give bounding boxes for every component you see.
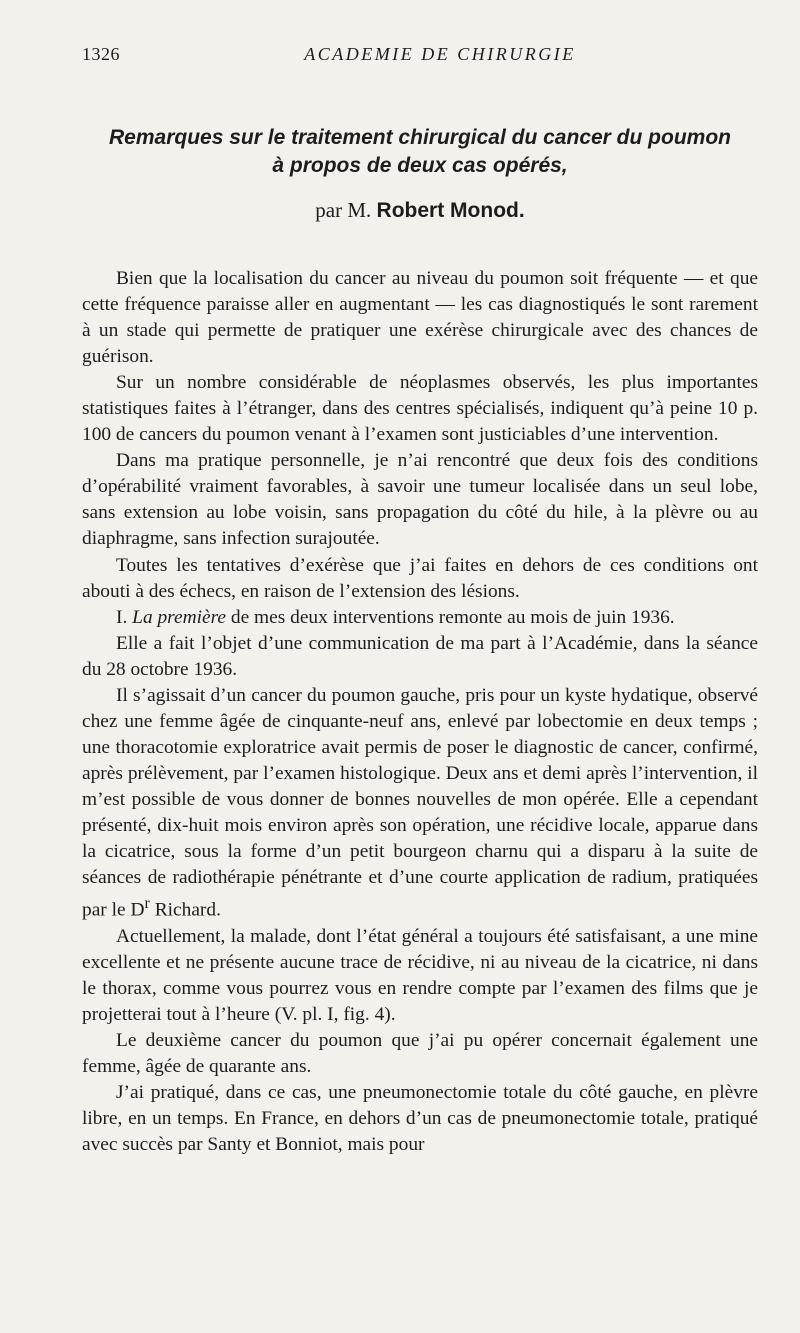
running-head — [82, 44, 758, 70]
article-title — [82, 124, 758, 180]
section-italic-phrase: La première — [132, 606, 227, 628]
paragraph-9: Le deuxième cancer du poumon que j’ai pu opérer concernait également une femme, âgée de quarante ans. — [82, 1029, 758, 1077]
paragraph-8: Actuellement, la malade, dont l’état général a toujours été satisfaisant, a une mine excellente et ne présente aucune trace de récidive, ni au niveau de la cicatrice, ni dans le thorax, comme vous pourrez vous en rendre compte par l’examen des films que je projetterai tout à l’heure (V. pl. I, fig. 4). — [82, 925, 758, 1025]
page-number: 1326 — [82, 44, 120, 64]
article-title-line-1: Remarques sur le traitement chirurgical du cancer du poumon — [109, 126, 731, 149]
paragraph-5 — [82, 605, 758, 631]
paragraph-5-text: de mes deux interventions remonte au mois de juin 1936. — [226, 606, 675, 628]
article-body — [82, 266, 758, 1158]
paragraph-4: Toutes les tentatives d’exérèse que j’ai faites en dehors de ces conditions ont abouti à des échecs, en raison de l’extension des lésions. — [82, 554, 758, 602]
paragraph-7 — [82, 683, 758, 924]
journal-title: ACADEMIE DE CHIRURGIE — [304, 44, 576, 64]
paragraph-6: Elle a fait l’objet d’une communication de ma part à l’Académie, dans la séance du 28 octobre 1936. — [82, 632, 758, 680]
doctor-abbrev-superscript: r — [144, 895, 150, 913]
article-title-line-2: à propos de deux cas opérés, — [272, 154, 568, 177]
paragraph-2: Sur un nombre considérable de néoplasmes observés, les plus importantes statistiques faites à l’étranger, dans des centres spécialisés, indiquent qu’à peine 10 p. 100 de cancers du poumon venant à l’examen sont justiciables d’une intervention. — [82, 372, 758, 446]
author-name: Robert Monod. — [376, 199, 525, 222]
byline — [82, 198, 758, 223]
paragraph-3: Dans ma pratique personnelle, je n’ai rencontré que deux fois des conditions d’opérabilité vraiment favorables, à savoir une tumeur localisée dans un seul lobe, sans extension au lobe voisin, sans propagation du côté du hile, à la plèvre ou au diaphragme, sans infection surajoutée. — [82, 450, 758, 550]
paragraph-10: J’ai pratiqué, dans ce cas, une pneumonectomie totale du côté gauche, en plèvre libre, en un temps. En France, en dehors d’un cas de pneumonectomie totale, pratiqué avec succès par Santy et Bonniot, mais pour — [82, 1081, 758, 1156]
section-number: I. — [116, 606, 133, 628]
byline-prefix: par M. — [315, 198, 377, 222]
paragraph-7-end: Richard. — [149, 899, 221, 921]
paragraph-7-text: Il s’agissait d’un cancer du poumon gauche, pris pour un kyste hydatique, observé chez une femme âgée de cinquante-neuf ans, enlevé par lobectomie en deux temps ; une thoracotomie exploratrice avait permis de poser le diagnostic de cancer, confirmé, après prélèvement, par l’examen histologique. Deux ans et demi après l’intervention, il m’est possible de vous donner de bonnes nouvelles de mon opérée. Elle a cependant présenté, dix-huit mois environ après son opération, une récidive locale, apparue dans la cicatrice, sous la forme d’un petit bourgeon charnu qui a disparu à la suite de séances de radiothérapie pénétrante et d’une courte application de radium, pratiquées par le D — [82, 684, 758, 921]
paragraph-1: Bien que la localisation du cancer au niveau du poumon soit fréquente — et que cette fréquence paraisse aller en augmentant — les cas diagnostiqués le sont rarement à un stade qui permette de pratiquer une exérèse chirurgicale avec des chances de guérison. — [82, 268, 758, 368]
